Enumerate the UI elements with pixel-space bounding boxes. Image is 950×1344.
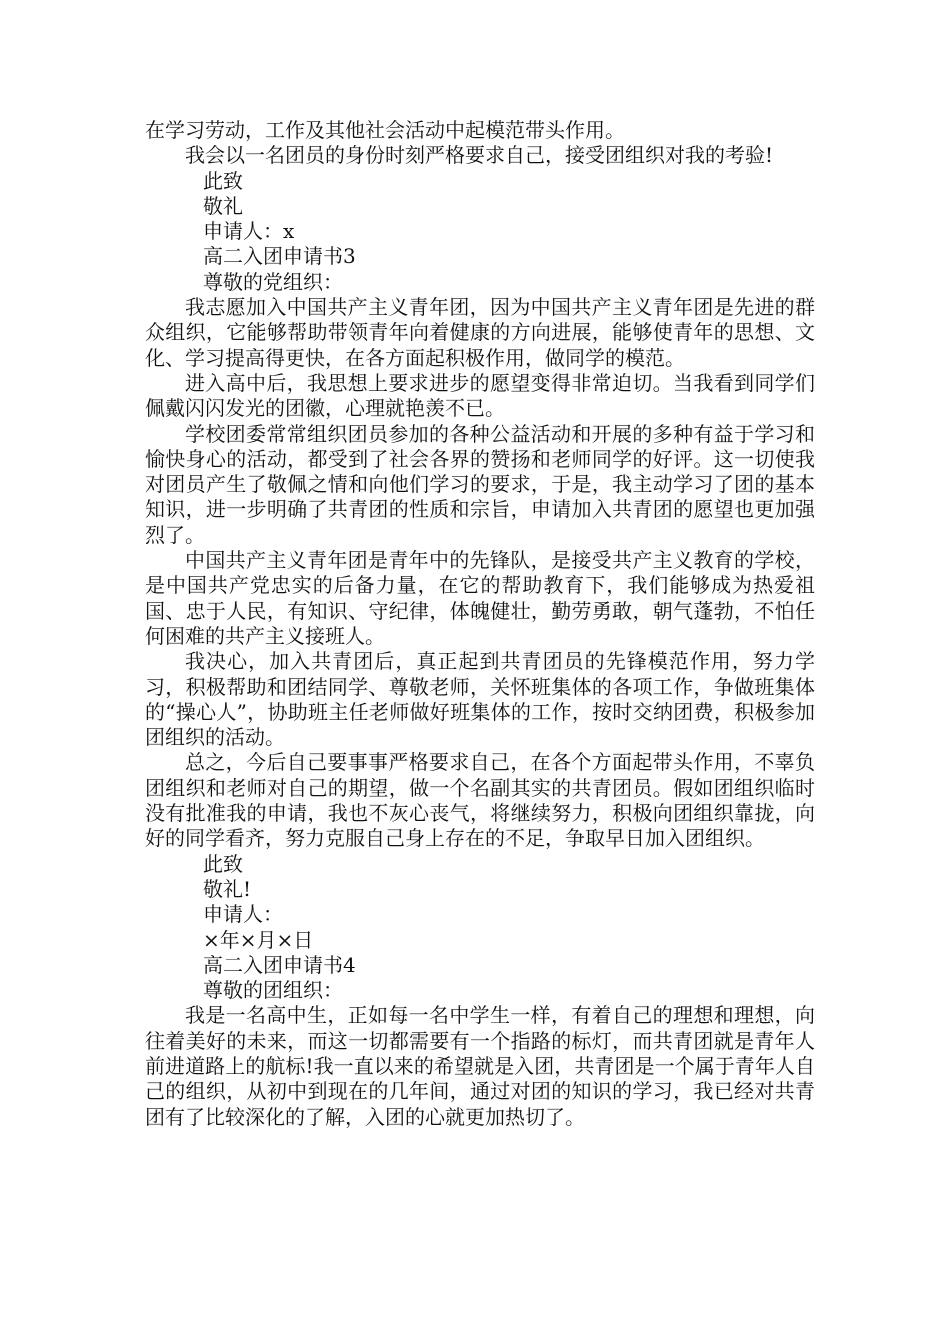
- paragraph: 我决心，加入共青团后，真正起到共青团员的先锋模范作用，努力学习，积极帮助和团结同学、尊敬老师，关怀班集体的各项工作，争做班集体的“操心人”，协助班主任老师做好班集体的工作，按时交纳团费，积极参加团组织的活动。: [145, 649, 815, 750]
- document-body: [145, 118, 815, 1130]
- salutation-line: 尊敬的团组织：: [203, 978, 343, 1003]
- closing-line: 此致: [203, 168, 243, 193]
- date-line: ×年×月×日: [203, 927, 314, 952]
- closing-line: 此致: [203, 851, 243, 876]
- paragraph: 在学习劳动，工作及其他社会活动中起模范带头作用。: [145, 118, 625, 142]
- paragraph: 进入高中后，我思想上要求进步的愿望变得非常迫切。当我看到同学们佩戴闪闪发光的团徽，心理就艳羡不已。: [145, 370, 815, 421]
- paragraph: 学校团委常常组织团员参加的各种公益活动和开展的多种有益于学习和愉快身心的活动，都受到了社会各界的赞扬和老师同学的好评。这一切使我对团员产生了敬佩之情和向他们学习的要求，于是，我主动学习了团的基本知识，进一步明确了共青团的性质和宗旨，申请加入共青团的愿望也更加强烈了。: [145, 421, 815, 547]
- paragraph: 我志愿加入中国共产主义青年团，因为中国共产主义青年团是先进的群众组织，它能够帮助带领青年向着健康的方向进展，能够使青年的思想、文化、学习提高得更快，在各方面起积极作用，做同学的模范。: [145, 295, 815, 370]
- closing-line: 敬礼: [203, 193, 243, 218]
- paragraph: 我会以一名团员的身份时刻严格要求自己，接受团组织对我的考验!: [185, 143, 774, 168]
- applicant-line: 申请人：x: [203, 219, 295, 244]
- paragraph: 总之，今后自己要事事严格要求自己，在各个方面起带头作用，不辜负团组织和老师对自己的期望，做一个名副其实的共青团员。假如团组织临时没有批准我的申请，我也不灰心丧气，将继续努力，积极向团组织靠拢，向好的同学看齐，努力克服自己身上存在的不足，争取早日加入团组织。: [145, 750, 815, 851]
- paragraph: 中国共产主义青年团是青年中的先锋队，是接受共产主义教育的学校，是中国共产党忠实的后备力量，在它的帮助教育下，我们能够成为热爱祖国、忠于人民，有知识、守纪律，体魄健壮，勤劳勇敢，朝气蓬勃，不怕任何困难的共产主义接班人。: [145, 548, 815, 648]
- paragraph: 我是一名高中生，正如每一名中学生一样，有着自己的理想和理想，向往着美好的未来，而这一切都需要有一个指路的标灯，而共青团就是青年人前进道路上的航标!我一直以来的希望就是入团，共青团是一个属于青年人自己的组织，从初中到现在的几年间，通过对团的知识的学习，我已经对共青团有了比较深化的了解，入团的心就更加热切了。: [145, 1003, 815, 1129]
- applicant-line: 申请人：: [203, 902, 283, 927]
- section-title: 高二入团申请书3: [203, 244, 356, 269]
- section-title: 高二入团申请书4: [203, 952, 356, 977]
- closing-line: 敬礼!: [203, 876, 252, 901]
- salutation-line: 尊敬的党组织：: [203, 269, 343, 294]
